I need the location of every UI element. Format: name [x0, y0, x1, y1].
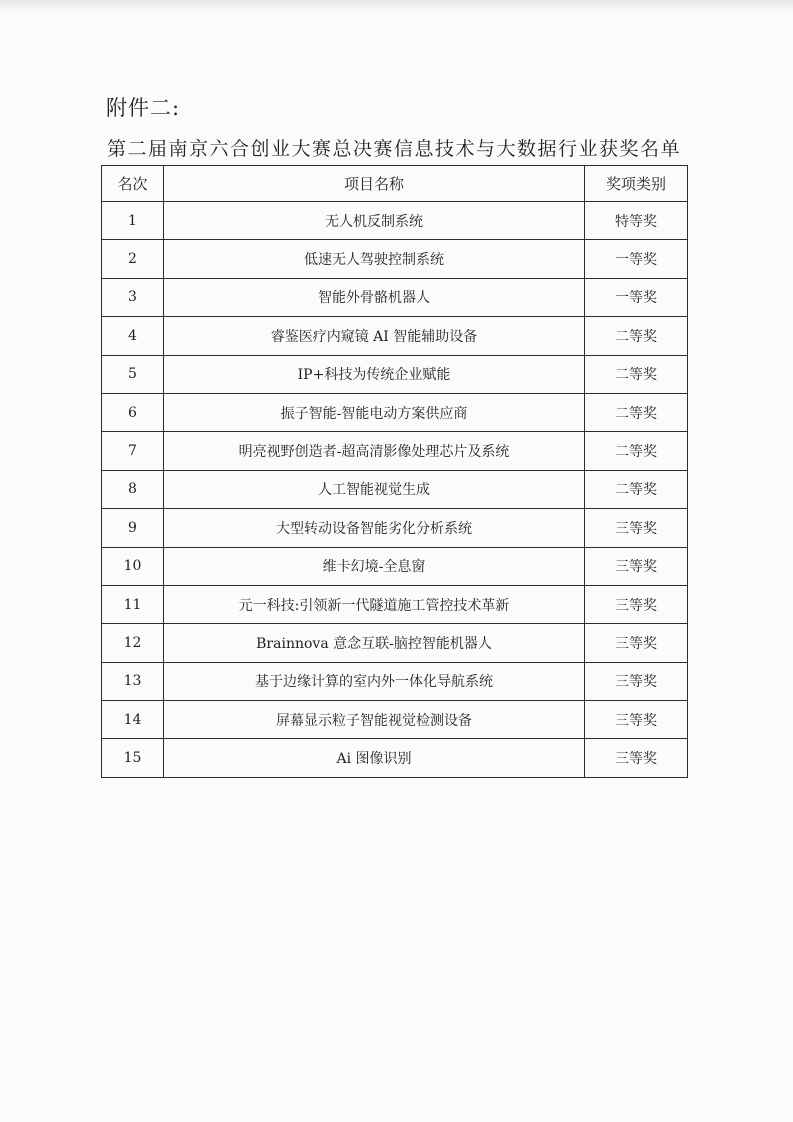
table-row [102, 624, 688, 662]
table-row [102, 240, 688, 278]
project-cell: IP+科技为传统企业赋能 [164, 355, 585, 393]
table-row [102, 432, 688, 470]
table-row [102, 701, 688, 739]
table-row [102, 470, 688, 508]
attachment-label: 附件二: [106, 96, 181, 120]
rank-cell: 7 [102, 432, 164, 470]
award-cell: 特等奖 [585, 202, 688, 240]
project-cell: 基于边缘计算的室内外一体化导航系统 [164, 662, 585, 700]
award-cell: 一等奖 [585, 240, 688, 278]
project-cell: 元一科技:引领新一代隧道施工管控技术革新 [164, 585, 585, 623]
award-cell: 二等奖 [585, 317, 688, 355]
scan-edge-shading [0, 0, 793, 14]
award-cell: 三等奖 [585, 585, 688, 623]
rank-cell: 13 [102, 662, 164, 700]
table-row [102, 202, 688, 240]
table-row [102, 585, 688, 623]
table-row [102, 739, 688, 777]
project-cell: Brainnova 意念互联-脑控智能机器人 [164, 624, 585, 662]
project-cell: 振子智能-智能电动方案供应商 [164, 393, 585, 431]
award-cell: 三等奖 [585, 624, 688, 662]
project-cell: 睿鉴医疗内窥镜 AI 智能辅助设备 [164, 317, 585, 355]
rank-cell: 9 [102, 509, 164, 547]
table-row [102, 393, 688, 431]
award-cell: 三等奖 [585, 547, 688, 585]
project-cell: 低速无人驾驶控制系统 [164, 240, 585, 278]
award-cell: 二等奖 [585, 432, 688, 470]
rank-cell: 6 [102, 393, 164, 431]
rank-cell: 4 [102, 317, 164, 355]
project-cell: Ai 图像识别 [164, 739, 585, 777]
project-cell: 大型转动设备智能劣化分析系统 [164, 509, 585, 547]
award-cell: 一等奖 [585, 278, 688, 316]
header-project: 项目名称 [164, 166, 585, 202]
table-header-row [102, 166, 688, 202]
table-row [102, 547, 688, 585]
award-cell: 三等奖 [585, 739, 688, 777]
rank-cell: 15 [102, 739, 164, 777]
award-cell: 二等奖 [585, 470, 688, 508]
table-row [102, 278, 688, 316]
project-cell: 智能外骨骼机器人 [164, 278, 585, 316]
rank-cell: 1 [102, 202, 164, 240]
project-cell: 维卡幻境-全息窗 [164, 547, 585, 585]
document-title: 第二届南京六合创业大赛总决赛信息技术与大数据行业获奖名单 [106, 138, 681, 160]
header-rank: 名次 [102, 166, 164, 202]
project-cell: 无人机反制系统 [164, 202, 585, 240]
awards-table [101, 165, 688, 778]
project-cell: 明亮视野创造者-超高清影像处理芯片及系统 [164, 432, 585, 470]
rank-cell: 3 [102, 278, 164, 316]
rank-cell: 11 [102, 585, 164, 623]
table-row [102, 509, 688, 547]
rank-cell: 14 [102, 701, 164, 739]
rank-cell: 12 [102, 624, 164, 662]
award-cell: 三等奖 [585, 662, 688, 700]
award-cell: 三等奖 [585, 701, 688, 739]
project-cell: 人工智能视觉生成 [164, 470, 585, 508]
table-row [102, 662, 688, 700]
table-row [102, 355, 688, 393]
rank-cell: 5 [102, 355, 164, 393]
project-cell: 屏幕显示粒子智能视觉检测设备 [164, 701, 585, 739]
rank-cell: 2 [102, 240, 164, 278]
rank-cell: 8 [102, 470, 164, 508]
header-award: 奖项类别 [585, 166, 688, 202]
award-cell: 二等奖 [585, 355, 688, 393]
rank-cell: 10 [102, 547, 164, 585]
award-cell: 二等奖 [585, 393, 688, 431]
award-cell: 三等奖 [585, 509, 688, 547]
table-row [102, 317, 688, 355]
